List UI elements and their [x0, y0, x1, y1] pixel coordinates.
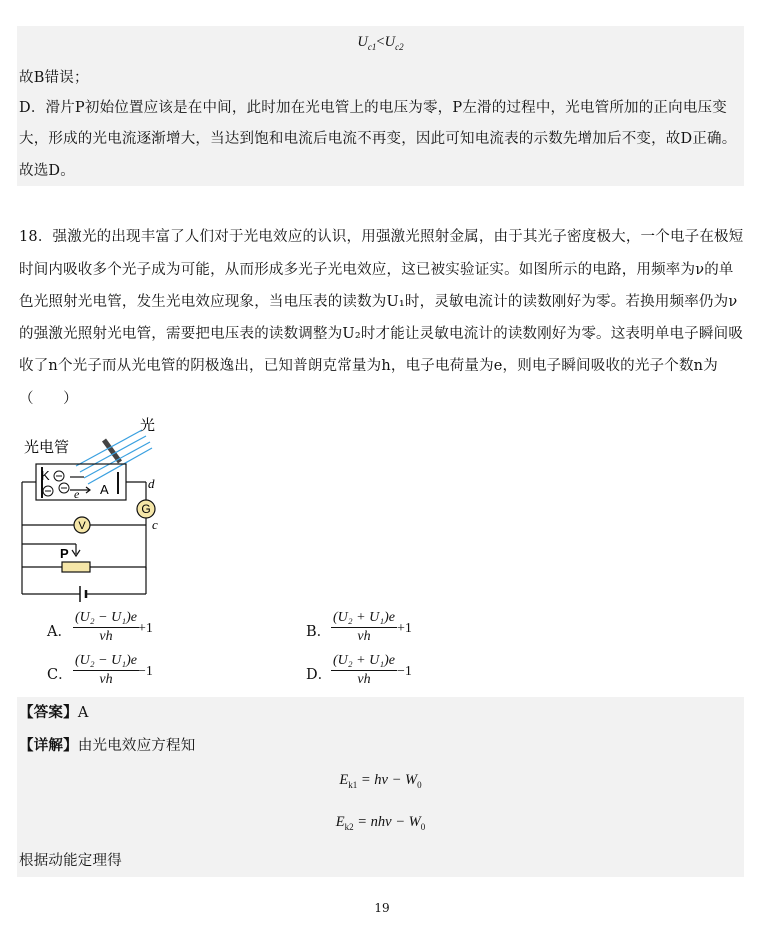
point-d-label: d — [148, 476, 155, 491]
question-line-4: 的强激光照射光电管，需要把电压表的读数调整为U₂时才能让灵敏电流计的读数刚好为零。这表明单电子瞬间吸 — [19, 326, 744, 342]
point-c-label: c — [152, 517, 158, 532]
equation-ek1: $E_{k1} = h\nu - W_0$ — [339, 772, 422, 790]
anode-label: A — [100, 482, 109, 497]
solution-line-1: 故B错误； — [19, 70, 89, 86]
option-b[interactable]: B． — [306, 624, 332, 640]
galvanometer-label: G — [141, 502, 151, 516]
footer-text-line: 根据动能定理得 — [19, 853, 122, 869]
option-c-tail: −1 — [138, 664, 153, 679]
option-b-tail: +1 — [397, 621, 412, 636]
answer-blank: （ ） — [19, 391, 78, 407]
question-line-1: 18．强激光的出现丰富了人们对于光电效应的认识，用强激光照射金属，由于其光子密度极大，一个电子在极短 — [19, 229, 744, 245]
solution-line-3: 大，形成的光电流逐渐增大，当达到饱和电流后电流不再变，因此可知电流表的示数先增加后不变，故D正确。 — [19, 131, 737, 147]
option-d-tail: −1 — [397, 664, 412, 679]
solution-line-4: 故选D。 — [19, 163, 75, 179]
option-b-fraction: $\frac{\text{(U₂ + U₁)e}}{\nu h}$ — [333, 610, 395, 644]
photoelectric-circuit-diagram — [14, 412, 174, 602]
slider-p-label: P — [60, 546, 69, 561]
cathode-label: K — [41, 468, 50, 483]
answer-line: 【答案】A — [19, 704, 89, 721]
question-line-5: 收了n个光子而从光电管的阴极逸出，已知普朗克常量为h，电子电荷量为e，则电子瞬间吸收的光子个数n为 — [19, 358, 718, 374]
voltmeter-label: V — [78, 520, 86, 532]
option-d[interactable]: D． — [306, 667, 333, 683]
detail-line: 【详解】由光电效应方程知 — [19, 737, 196, 754]
page-number: 19 — [374, 901, 390, 915]
formula-uc1-lt-uc2: $U_{c1}<U_{c2}$ — [357, 34, 404, 52]
option-a-tail: +1 — [138, 621, 153, 636]
option-a[interactable]: A． — [47, 624, 72, 640]
equation-ek2: $E_{k2} = nh\nu - W_0$ — [335, 814, 426, 832]
electron-label: e — [74, 487, 80, 501]
option-c[interactable]: C． — [47, 667, 73, 683]
question-line-2: 时间内吸收多个光子成为可能，从而形成多光子光电效应，这已被实验证实。如图所示的电路，用频率为ν的单 — [19, 262, 734, 278]
solution-line-2: D．滑片P初始位置应该是在中间，此时加在光电管上的电压为零，P左滑的过程中，光电管所加的正向电压变 — [19, 100, 727, 116]
light-label: 光 — [140, 416, 156, 434]
phototube-label: 光电管 — [24, 438, 70, 456]
question-line-3: 色光照射光电管，发生光电效应现象，当电压表的读数为U₁时，灵敏电流计的读数刚好为零。若换用频率仍为ν — [19, 294, 738, 310]
option-c-fraction: $\frac{\text{(U₂ − U₁)e}}{\nu h}$ — [75, 653, 137, 687]
option-d-fraction: $\frac{\text{(U₂ + U₁)e}}{\nu h}$ — [333, 653, 395, 687]
option-a-fraction: $\frac{\text{(U₂ − U₁)e}}{\nu h}$ — [75, 610, 137, 644]
